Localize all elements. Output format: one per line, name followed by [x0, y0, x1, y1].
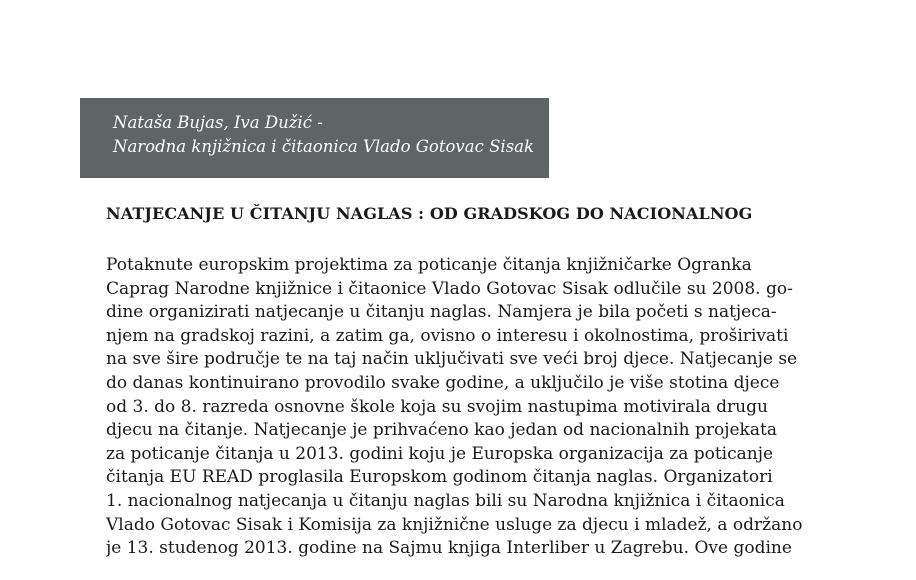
body-line: Potaknute europskim projektima za poticanje čitanja knjižničarke Ogranka — [106, 255, 752, 275]
author-box — [80, 98, 549, 178]
body-line: za poticanje čitanja u 2013. godini koju je Europska organizacija za poticanje — [106, 443, 774, 464]
article-body — [106, 254, 811, 561]
body-line: na sve šire područje te na taj način uključivati sve veći broj djece. Natjecanje se — [106, 349, 798, 370]
body-line: njem na gradskoj razini, a zatim ga, ovisno o interesu i okolnostima, proširivati — [106, 325, 789, 346]
author-names: Nataša Bujas, Iva Dužić - — [113, 113, 323, 132]
body-line: Vlado Gotovac Sisak i Komisija za knjižnične usluge za djecu i mladež, a održano — [106, 514, 803, 535]
body-line: 1. nacionalnog natjecanja u čitanju naglas bili su Narodna knjižnica i čitaonica — [106, 490, 785, 511]
body-line: čitanja EU READ proglasila Europskom godinom čitanja naglas. Organizatori — [106, 467, 773, 488]
body-line: djecu na čitanje. Natjecanje je prihvaćeno kao jedan od nacionalnih projekata — [106, 420, 777, 441]
body-line: do danas kontinuirano provodilo svake godine, a uključilo je više stotina djece — [106, 372, 780, 393]
body-line: od 3. do 8. razreda osnovne škole koja su svojim nastupima motivirala drugu — [106, 396, 768, 417]
body-line: dine organizirati natjecanje u čitanju naglas. Namjera je bila početi s natjeca- — [106, 302, 777, 323]
body-line: Caprag Narodne knjižnice i čitaonice Vlado Gotovac Sisak odlučile su 2008. go- — [106, 278, 793, 299]
body-line: je 13. studenog 2013. godine na Sajmu knjiga Interliber u Zagrebu. Ove godine — [106, 538, 792, 559]
author-affiliation: Narodna knjižnica i čitaonica Vlado Gotovac Sisak — [113, 137, 534, 156]
article-title: NATJECANJE U ČITANJU NAGLAS : OD GRADSKOG DO NACIONALNOG — [106, 204, 753, 223]
